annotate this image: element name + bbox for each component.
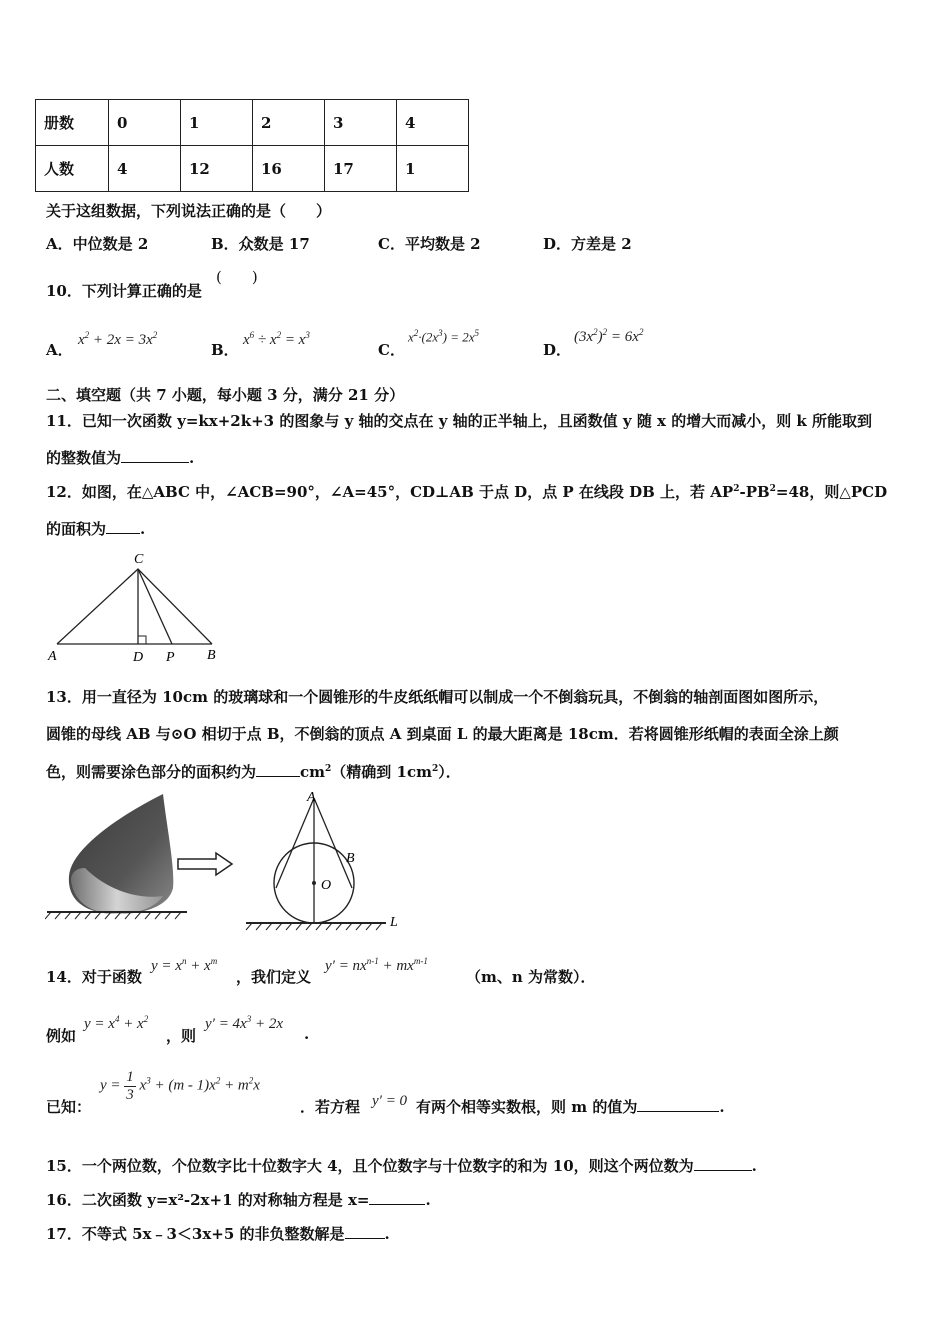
q11-line1: 11．已知一次函数 y=kx+2k+3 的图象与 y 轴的交点在 y 轴的正半轴上，且函数值 y 随 x 的增大而减小，则 k 所能取到 [46,412,873,430]
table-row-label: 人数 [36,146,109,192]
q9-option-a: A．中位数是 2 [46,235,149,253]
table-cell: 0 [109,100,181,146]
q14-answer-blank[interactable] [637,1097,719,1112]
q10-label-b: B． [211,341,239,359]
q13-line3b: cm [300,763,326,781]
q9-option-c: C．平均数是 2 [378,235,481,253]
q14-given-function: y = $\frac{1}{3} x^3 + (m - 1)x^2 + m^2x$ [100,1069,260,1103]
table-row [36,100,469,146]
q12-line1b: -PB [739,483,770,501]
q9-option-d: D．方差是 2 [543,235,632,253]
label-apex-a: A [307,790,316,805]
q14-example-derivative: $y' = 4x^3 + 2x$ [205,1014,283,1032]
table-cell: 1 [181,100,253,146]
q13-cross-section-diagram [244,788,409,933]
q14-line3: 有两个相等实数根，则 m 的值为 . [416,1098,725,1116]
q9-stem: 关于这组数据，下列说法正确的是（ ） [46,202,332,220]
arrow-icon [176,850,236,878]
table-row [36,146,469,192]
label-desk-l: L [390,915,398,930]
triangle-sides [57,569,212,644]
q10-label-d: D． [543,341,572,359]
q13-line3c: （精确到 1cm [331,763,432,781]
label-tangent-b: B [346,851,355,866]
q12-triangle-figure [45,548,225,666]
table-cell: 12 [181,146,253,192]
table-cell: 2 [253,100,325,146]
label-b: B [207,648,216,663]
q14-line1b: ，我们定义 [236,968,312,986]
q13-tumbler-photo [45,788,190,923]
q11-line2: 的整数值为 . [46,449,195,467]
q14-example-function: $y = x^4 + x^2$ [84,1014,149,1032]
q14-line3c: 有两个相等实数根，则 m 的值为 [416,1098,638,1116]
q10-label-c: C． [378,341,405,359]
label-c: C [134,552,144,567]
q17-line: 17．不等式 5x﹣3＜3x+5 的非负整数解是 . [46,1225,390,1243]
label-p: P [166,650,175,665]
desk-hatching [246,923,382,930]
q10-paren: ( ) [216,268,258,286]
q15-answer-blank[interactable] [694,1156,752,1171]
q14-line2a: 例如 [46,1027,77,1045]
q14-line3a: 已知： [46,1098,92,1116]
label-a: A [48,649,57,664]
fraction-denominator: 3 [126,1086,134,1103]
right-angle-mark [138,636,146,644]
q11-answer-blank[interactable] [121,448,189,463]
q10-label-a: A． [46,341,73,359]
q13-line3: 色，则需要涂色部分的面积约为 $cm^2$（精确到 $1cm^2$）． [46,763,461,781]
q12-line2: 的面积为 . [46,520,146,538]
q10-stem: 10．下列计算正确的是 [46,282,202,300]
q10-formula-c: $x^2\cdot(2x^3) = 2x^5$ [408,328,480,345]
table-cell: 16 [253,146,325,192]
q17-answer-blank[interactable] [345,1224,385,1239]
q12-line1a: 12．如图，在△ABC 中，∠ACB=90°，∠A=45°，CD⊥AB 于点 D，点 P 在线段 DB 上，若 AP [46,483,734,501]
table-cell: 4 [397,100,469,146]
q10-formula-a: $x^2 + 2x = 3x^2$ [78,330,158,348]
q15-line: 15．一个两位数，个位数字比十位数字大 4，且个位数字与十位数字的和为 10，则这个两位数为 . [46,1157,757,1175]
table-cell: 3 [325,100,397,146]
q9-option-b: B．众数是 17 [211,235,310,253]
q10-formula-d: $(3x^2)^2 = 6x^2$ [574,327,644,345]
q14-derivative-def: $y' = nx^{n-1} + mx^{m-1}$ [325,956,428,974]
q14-line2-period: . [304,1025,310,1043]
label-center-o: O [321,878,332,893]
section-title: 二、填空题（共 7 小题，每小题 3 分，满分 21 分） [46,386,405,404]
table-cell: 17 [325,146,397,192]
table-header-label: 册数 [36,100,109,146]
q16-line: 16．二次函数 y=x²-2x+1 的对称轴方程是 x= . [46,1191,431,1209]
q13-line3a: 色，则需要涂色部分的面积约为 [46,763,257,781]
q14-line2b: ，则 [166,1027,197,1045]
data-table [35,99,469,192]
q13-line2: 圆锥的母线 AB 与⊙O 相切于点 B，不倒翁的顶点 A 到桌面 L 的最大距离是 18cm．若将圆锥形纸帽的表面全涂上颜 [46,725,839,743]
q16-answer-blank[interactable] [369,1190,425,1205]
q10-formula-b: $x^6 \div x^2 = x^3$ [243,330,310,348]
q14-function-def: $y = x^n + x^m$ [151,956,218,974]
q12-answer-blank[interactable] [106,519,140,534]
q12-line2-text: 的面积为 [46,520,107,538]
q14-line1c: （m、n 为常数）． [466,968,596,986]
q13-answer-blank[interactable] [256,762,300,777]
q12-line1: 12．如图，在△ABC 中，∠ACB=90°，∠A=45°，CD⊥AB 于点 D，点 P 在线段 DB 上，若 $AP^2-PB^2=48$，则△PCD [46,483,888,501]
table-cell: 4 [109,146,181,192]
q15-text: 15．一个两位数，个位数字比十位数字大 4，且个位数字与十位数字的和为 10，则这个两位数为 [46,1157,694,1175]
q14-equation: y′ = 0 [372,1093,408,1109]
segment-cp [138,569,172,644]
q12-line1c: =48，则△PCD [775,483,888,501]
fraction-one-third [124,1069,136,1103]
fraction-numerator: 1 [126,1069,134,1085]
q13-line3d: ）． [438,763,461,781]
q16-text: 16．二次函数 y=x²-2x+1 的对称轴方程是 x= [46,1191,370,1209]
q11-line2-text: 的整数值为 [46,449,122,467]
q13-line1: 13．用一直径为 10cm 的玻璃球和一个圆锥形的牛皮纸纸帽可以制成一个不倒翁玩具，不倒翁的轴剖面图如图所示， [46,688,829,706]
q17-text: 17．不等式 5x﹣3＜3x+5 的非负整数解是 [46,1225,345,1243]
table-cell: 1 [397,146,469,192]
q14-line1a: 14．对于函数 [46,968,142,986]
center-point [312,881,316,885]
label-d: D [133,650,144,665]
q14-line3b: ．若方程 [300,1098,361,1116]
